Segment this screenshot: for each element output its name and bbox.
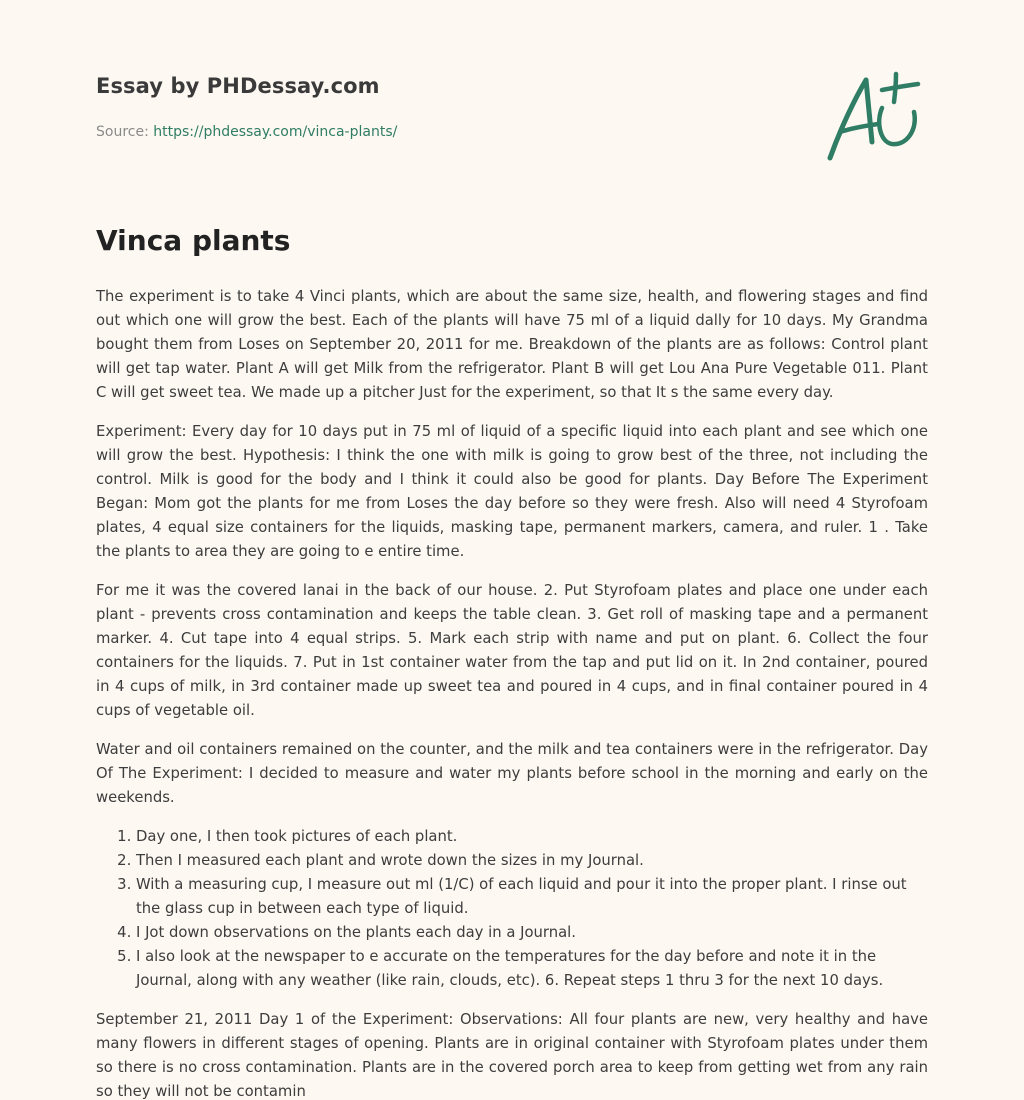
source-link[interactable]: https://phdessay.com/vinca-plants/ bbox=[153, 124, 398, 140]
paragraph: For me it was the covered lanai in the back of our house. 2. Put Styrofoam plates and place one under each plant - prevents cross contamination and keeps the table clean. 3. Get roll of masking tape and a permanent marker. 4. Cut tape into 4 equal strips. 5. Mark each strip with name and put on plant. 6. Collect the four containers for the liquids. 7. Put in 1st container water from the tap and put lid on it. In 2nd container, poured in 4 cups of milk, in 3rd container made up sweet tea and poured in 4 cups, and in final container poured in 4 cups of vegetable oil. bbox=[96, 582, 928, 719]
paragraph: Water and oil containers remained on the counter, and the milk and tea containers were in the refrigerator. Day Of The Experiment: I decided to measure and water my plants before school in the morning and early on the weekends. bbox=[96, 741, 928, 806]
paragraph: The experiment is to take 4 Vinci plants, which are about the same size, health, and flowering stages and find out which one will grow the best. Each of the plants will have 75 ml of a liquid dally for 10 days. My Grandma bought them from Loses on September 20, 2011 for me. Breakdown of the plants are as follows: Control plant will get tap water. Plant A will get Milk from the refrigerator. Plant B will get Lou Ana Pure Vegetable 011. Plant C will get sweet tea. We made up a pitcher Just for the experiment, so that It s the same every day. bbox=[96, 288, 928, 401]
list-item: 4. I Jot down observations on the plants each day in a Journal. bbox=[136, 921, 928, 945]
steps-list bbox=[96, 825, 928, 993]
list-item: 1. Day one, I then took pictures of each plant. bbox=[136, 825, 928, 849]
site-brand: Essay by PHDessay.com bbox=[96, 74, 380, 98]
source-label: Source: bbox=[96, 124, 154, 140]
list-item: 3. With a measuring cup, I measure out ml (1/C) of each liquid and pour it into the proper plant. I rinse out the glass cup in between each type of liquid. bbox=[136, 873, 928, 921]
closing-paragraph: September 21, 2011 Day 1 of the Experiment: Observations: All four plants are new, very healthy and have many flowers in different stages of opening. Plants are in original container with Styrofoam plates under them so there is no cross contamination. Plants are in the covered porch area to keep from getting wet from any rain so they will not be contamin bbox=[96, 1011, 928, 1100]
list-item: 2. Then I measured each plant and wrote down the sizes in my Journal. bbox=[136, 849, 928, 873]
page-title: Vinca plants bbox=[96, 224, 291, 257]
list-item: 5. I also look at the newspaper to e accurate on the temperatures for the day before and note it in the Journal, along with any weather (like rain, clouds, etc). 6. Repeat steps 1 thru 3 for the next 10 days. bbox=[136, 945, 928, 993]
source-line bbox=[96, 124, 397, 140]
paragraph: Experiment: Every day for 10 days put in 75 ml of liquid of a specific liquid into each plant and see which one will grow the best. Hypothesis: I think the one with milk is going to grow best of the three, not including the control. Milk is good for the body and I think it could also be good for plants. Day Before The Experiment Began: Mom got the plants for me from Loses the day before so they were fresh. Also will need 4 Styrofoam plates, 4 equal size containers for the liquids, masking tape, permanent markers, camera, and ruler. 1 . Take the plants to area they are going to e entire time. bbox=[96, 423, 928, 560]
essay-body bbox=[96, 285, 928, 1100]
a-plus-logo-icon bbox=[826, 68, 926, 164]
